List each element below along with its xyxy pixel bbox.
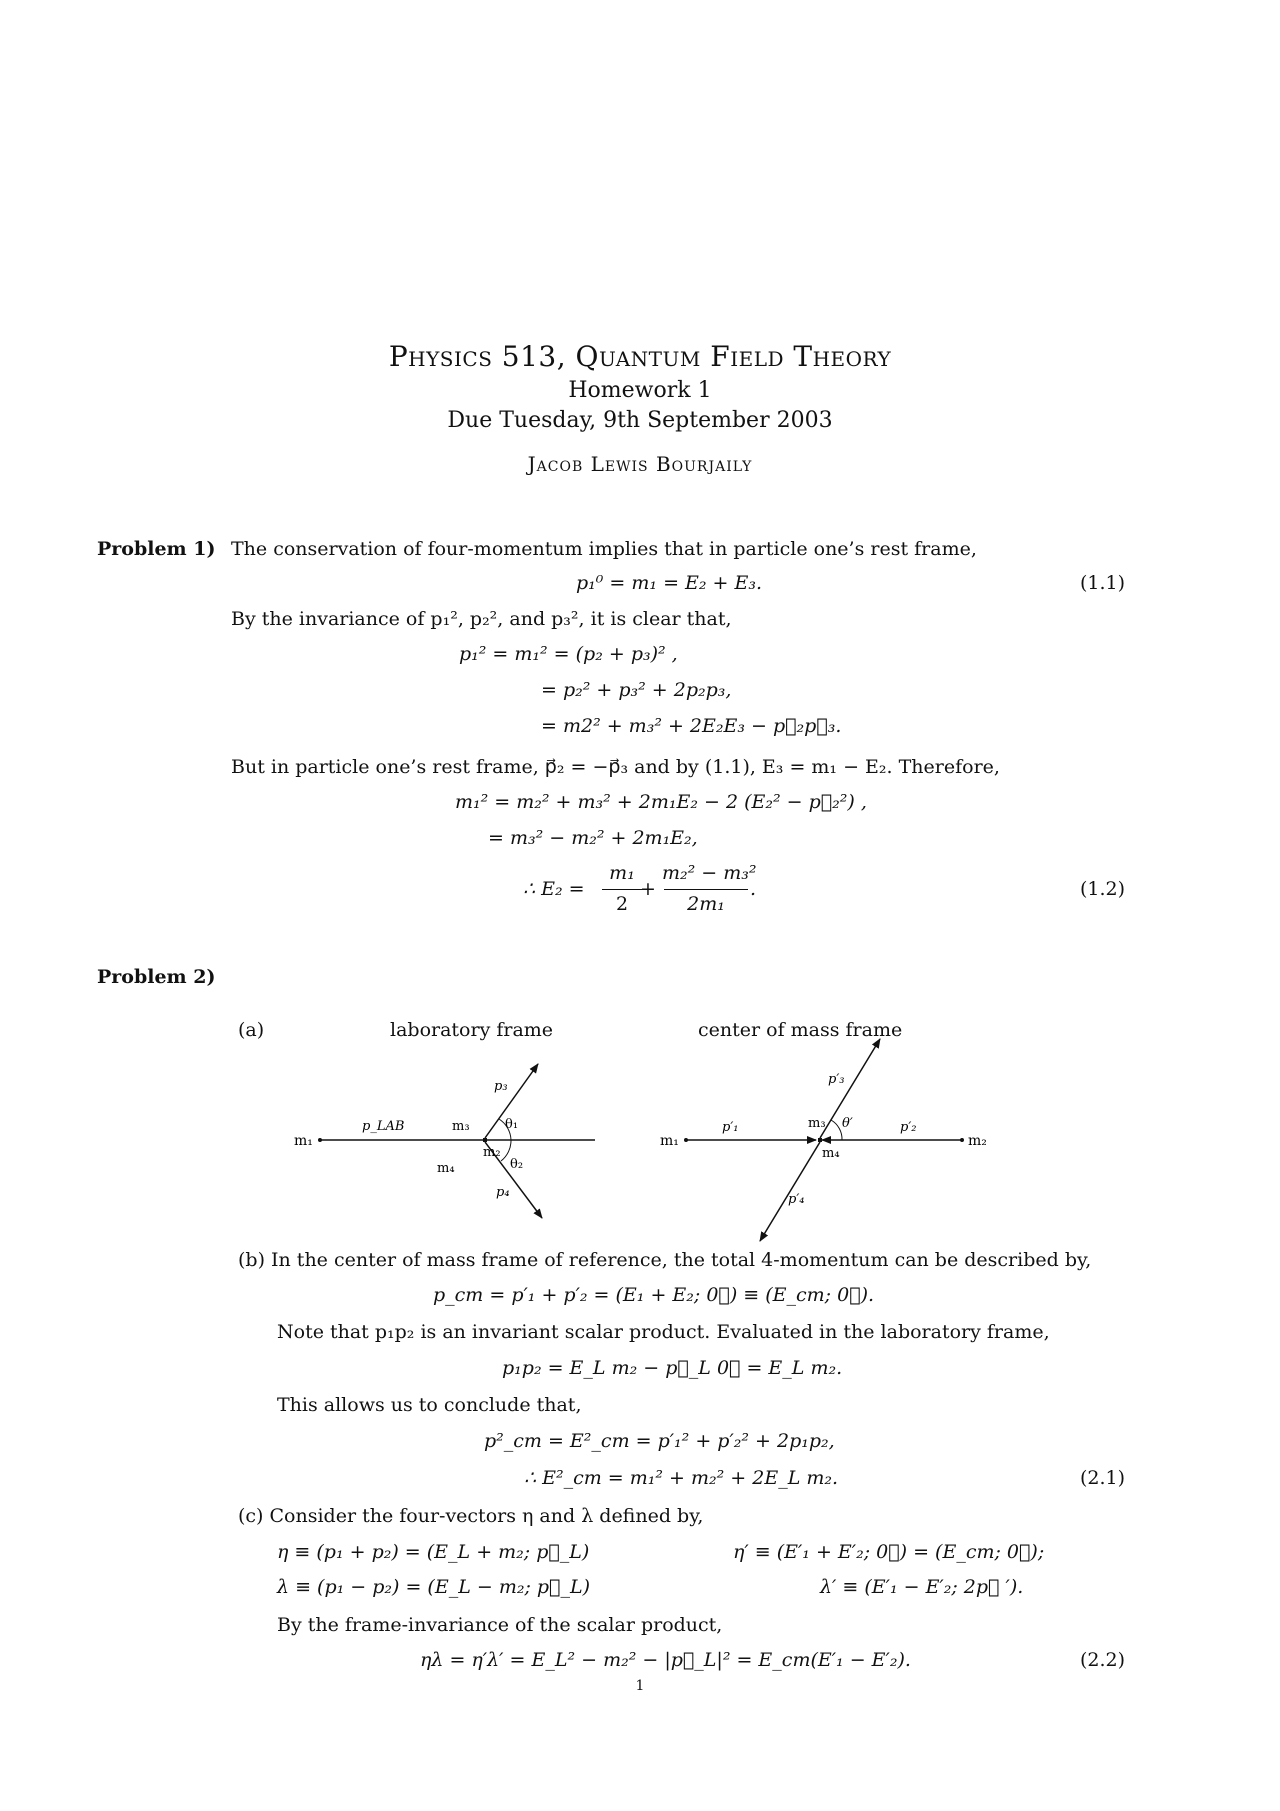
derivation-1-line-1: p₁² = m₁² = (p₂ + p₃)² , [459,643,678,665]
result-prefix: ∴ E₂ = [523,878,585,900]
problem-1-label: Problem 1) [97,538,216,560]
lab-p3-label: p₃ [494,1079,508,1094]
lab-theta2-label: θ₂ [510,1157,524,1172]
derivation-1-line-3: = m2² + m₃² + 2E₂E₃ − p⃗₂p⃗₃. [541,715,842,737]
author-name: Jacob Lewis Bourjaily [527,452,753,476]
page-title: Physics 513, Quantum Field Theory [388,340,892,373]
lab-theta1-label: θ₁ [505,1117,519,1132]
problem-2-label: Problem 2) [97,966,216,988]
note-text: Note that p₁p₂ is an invariant scalar product. Evaluated in the laboratory frame, [277,1321,1050,1343]
result-suffix: . [750,878,757,900]
equation-ecm-1: p²_cm = E²_cm = p′₁² + p′₂² + 2p₁p₂, [484,1430,835,1452]
equation-ecm-2: ∴ E²_cm = m₁² + m₂² + 2E_L m₂. [524,1467,839,1489]
lambda-prime-definition: λ′ ≡ (E′₁ − E′₂; 2p⃗ ′). [820,1576,1024,1598]
fraction-2-bar [664,889,748,890]
derivation-1-line-2: = p₂² + p₃² + 2p₂p₃, [541,679,732,701]
conclude-text: This allows us to conclude that, [277,1394,582,1416]
problem-1-intro: The conservation of four-momentum implies that in particle one’s rest frame, [231,538,977,560]
lab-vertex [483,1138,487,1142]
eta-prime-definition: η′ ≡ (E′₁ + E′₂; 0⃗) = (E_cm; 0⃗); [733,1541,1045,1563]
lambda-definition: λ ≡ (p₁ − p₂) = (E_L − m₂; p⃗_L) [277,1576,590,1598]
lab-frame-title: laboratory frame [390,1019,554,1041]
cm-m2-label: m₂ [968,1133,987,1149]
cm-m1-dot [684,1138,688,1142]
invariance-text: By the invariance of p₁², p₂², and p₃², it is clear that, [231,608,732,630]
cm-theta-label: θ′ [842,1116,853,1131]
cm-m2-dot [960,1138,964,1142]
cm-p1-label: p′₁ [722,1120,739,1135]
cm-p3-label: p′₃ [828,1072,845,1087]
derivation-2-line-1: m₁² = m₂² + m₃² + 2m₁E₂ − 2 (E₂² − p⃗₂²) , [455,791,867,813]
part-a-label: (a) [238,1019,265,1041]
equation-number-1-2: (1.2) [1080,878,1126,900]
lab-plab-label: p_LAB [362,1119,405,1134]
cm-vertex [818,1138,822,1142]
lab-m3-label: m₃ [452,1119,470,1134]
rest-frame-text: But in particle one’s rest frame, p⃗₂ = −p⃗₃ and by (1.1), E₃ = m₁ − E₂. Therefore, [231,756,1000,778]
cm-p4-label: p′₄ [788,1192,805,1207]
cm-m4-label: m₄ [822,1146,840,1161]
equation-eta-lambda: ηλ = η′λ′ = E_L² − m₂² − |p⃗_L|² = E_cm(E′₁ − E′₂). [420,1649,911,1671]
derivation-2-line-2: = m₃² − m₂² + 2m₁E₂, [488,827,698,849]
page-number: 1 [635,1678,645,1694]
fraction-2-denominator: 2m₁ [687,893,725,915]
lab-frame-diagram [280,1050,620,1230]
fraction-1-numerator: m₁ [609,862,635,884]
equation-pcm: p_cm = p′₁ + p′₂ = (E₁ + E₂; 0⃗) ≡ (E_cm; 0⃗). [433,1284,875,1306]
equation-1-1: p₁⁰ = m₁ = E₂ + E₃. [576,572,763,594]
fraction-1-denominator: 2 [615,893,629,915]
cm-frame-title: center of mass frame [698,1019,903,1041]
page-subtitle: Homework 1 [568,378,712,403]
equation-p1p2: p₁p₂ = E_L m₂ − p⃗_L 0⃗ = E_L m₂. [502,1357,843,1379]
lab-p4-label: p₄ [496,1185,510,1200]
frame-invariance-text: By the frame-invariance of the scalar product, [277,1614,723,1636]
part-b-text: (b) In the center of mass frame of reference, the total 4-momentum can be described by, [238,1249,1092,1271]
part-c-text: (c) Consider the four-vectors η and λ defined by, [238,1505,704,1527]
fraction-2-numerator: m₂² − m₃² [662,862,757,884]
eta-definition: η ≡ (p₁ + p₂) = (E_L + m₂; p⃗_L) [277,1541,590,1563]
lab-m1-dot [318,1138,322,1142]
cm-m3-label: m₃ [808,1116,826,1131]
cm-theta-arc [831,1120,842,1140]
lab-m1-label: m₁ [294,1133,313,1149]
cm-frame-diagram [650,1025,1010,1255]
fraction-plus: + [640,878,656,900]
lab-m4-label: m₄ [437,1161,455,1176]
cm-p2-label: p′₂ [900,1120,917,1135]
due-date: Due Tuesday, 9th September 2003 [447,408,833,433]
lab-m2-label: m₂ [483,1145,501,1160]
equation-number-2-1: (2.1) [1080,1467,1126,1489]
equation-number-1-1: (1.1) [1080,572,1126,594]
fraction-1-bar [602,889,642,890]
cm-m1-label: m₁ [660,1133,679,1149]
equation-number-2-2: (2.2) [1080,1649,1126,1671]
